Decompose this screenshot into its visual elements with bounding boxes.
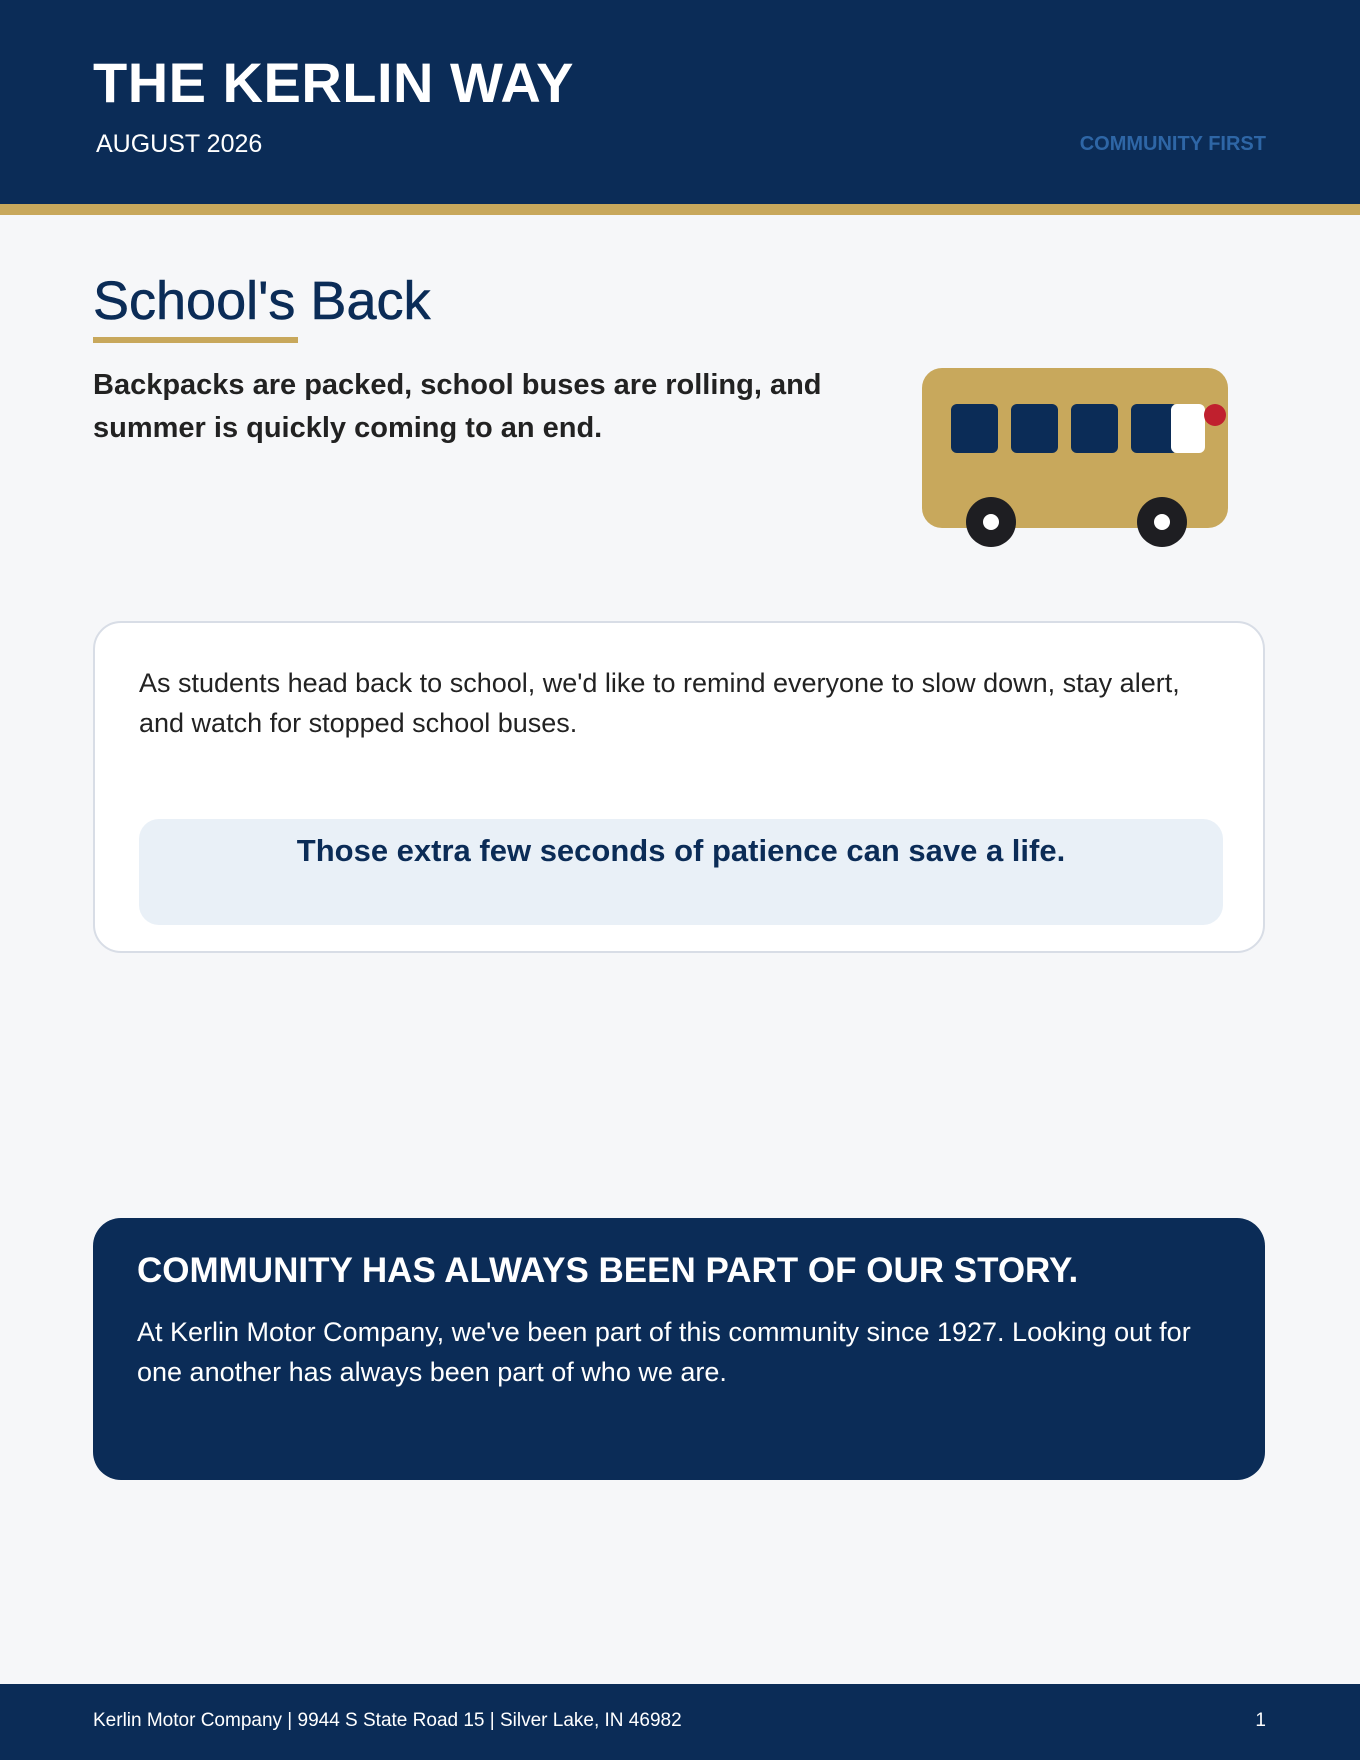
callout-box [139, 819, 1223, 925]
bus-window [951, 404, 998, 453]
heading-underline [93, 337, 298, 343]
reminder-text: As students head back to school, we'd like to remind everyone to slow down, stay alert, and watch for stopped school buses. [139, 668, 1180, 738]
masthead-divider [0, 204, 1360, 215]
story-text: At Kerlin Motor Company, we've been part of this community since 1927. Looking out for one another has always been part of who we are. [137, 1317, 1191, 1387]
reminder-card [93, 621, 1265, 953]
lead-paragraph: Backpacks are packed, school buses are rolling, and summer is quickly coming to an end. [93, 369, 822, 444]
masthead [0, 0, 1360, 204]
newsletter-title: THE KERLIN WAY [93, 51, 574, 114]
bus-window [1071, 404, 1118, 453]
footer-address: Kerlin Motor Company | 9944 S State Road 15 | Silver Lake, IN 46982 [93, 1710, 682, 1731]
bus-window [1011, 404, 1058, 453]
tagline: COMMUNITY FIRST [1079, 133, 1266, 155]
bus-door [1171, 404, 1205, 453]
bus-window [1131, 404, 1178, 453]
issue-date: AUGUST 2026 [96, 130, 263, 158]
callout-text: Those extra few seconds of patience can save a life. [296, 833, 1066, 868]
page-number: 1 [1255, 1710, 1266, 1731]
school-bus-icon [920, 364, 1230, 549]
section-heading: School's Back [93, 271, 431, 331]
story-panel [93, 1218, 1265, 1480]
story-heading: COMMUNITY HAS ALWAYS BEEN PART OF OUR STORY. [137, 1251, 1079, 1290]
footer [0, 1684, 1360, 1760]
bus-light [1204, 404, 1226, 426]
